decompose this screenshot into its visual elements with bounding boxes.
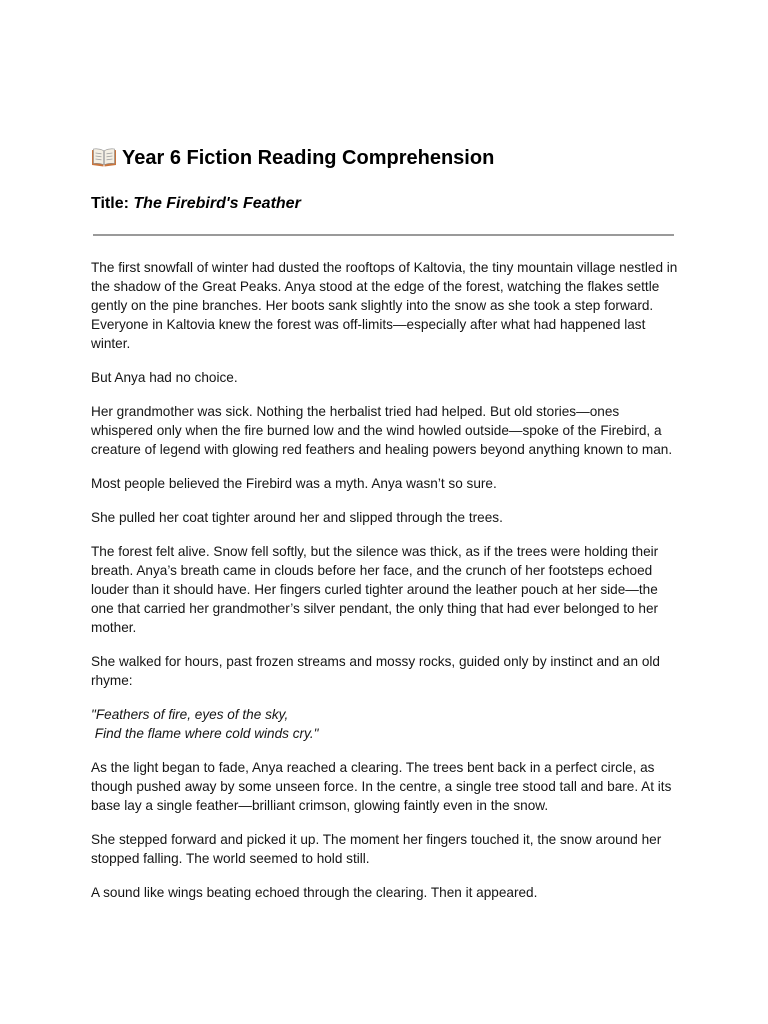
- story-paragraph: She pulled her coat tighter around her and slipped through the trees.: [91, 510, 503, 525]
- rhyme-line: "Feathers of fire, eyes of the sky,: [91, 707, 289, 722]
- story-paragraph: She walked for hours, past frozen streams and mossy rocks, guided only by instinct and an old rhyme:: [91, 654, 660, 688]
- story-paragraph: Her grandmother was sick. Nothing the herbalist tried had helped. But old stories—ones whispered only when the fire burned low and the wind howled outside—spoke of the Firebird, a creature of legend with glowing red feathers and healing powers beyond anything known to man.: [91, 404, 673, 457]
- story-paragraph: The first snowfall of winter had dusted the rooftops of Kaltovia, the tiny mountain village nestled in the shadow of the Great Peaks. Anya stood at the edge of the forest, watching the flakes settle gently on the pine branches. Her boots sank slightly into the snow as she took a step forward. Everyone in Kaltovia knew the forest was off-limits—especially after what had happened last winter.: [91, 260, 678, 351]
- document-page: [91, 144, 681, 917]
- title-label: Title:: [91, 195, 129, 212]
- horizontal-divider: [93, 234, 674, 236]
- story-body: [91, 258, 681, 902]
- story-paragraph: As the light began to fade, Anya reached a clearing. The trees bent back in a perfect circle, as though pushed away by some unseen force. In the centre, a single tree stood tall and bare. At its base lay a single feather—brilliant crimson, glowing faintly even in the snow.: [91, 760, 672, 813]
- story-paragraph: But Anya had no choice.: [91, 370, 238, 385]
- story-paragraph: The forest felt alive. Snow fell softly, but the silence was thick, as if the trees were holding their breath. Anya’s breath came in clouds before her face, and the crunch of her footsteps echoed louder than it should have. Her fingers curled tighter around the leather pouch at her side—the one that carried her grandmother’s silver pendant, the only thing that had ever belonged to her mother.: [91, 544, 659, 635]
- heading-text: Year 6 Fiction Reading Comprehension: [122, 147, 495, 169]
- story-paragraph: She stepped forward and picked it up. The moment her fingers touched it, the snow around her stopped falling. The world seemed to hold still.: [91, 832, 662, 866]
- story-title: [91, 193, 681, 215]
- rhyme-line: Find the flame where cold winds cry.": [91, 726, 319, 741]
- title-text: The Firebird's Feather: [133, 195, 301, 212]
- rhyme-quote: [91, 705, 681, 743]
- story-paragraph: Most people believed the Firebird was a myth. Anya wasn’t so sure.: [91, 476, 497, 491]
- page-heading: [91, 144, 681, 172]
- story-paragraph: A sound like wings beating echoed through the clearing. Then it appeared.: [91, 885, 538, 900]
- open-book-icon: [91, 147, 117, 167]
